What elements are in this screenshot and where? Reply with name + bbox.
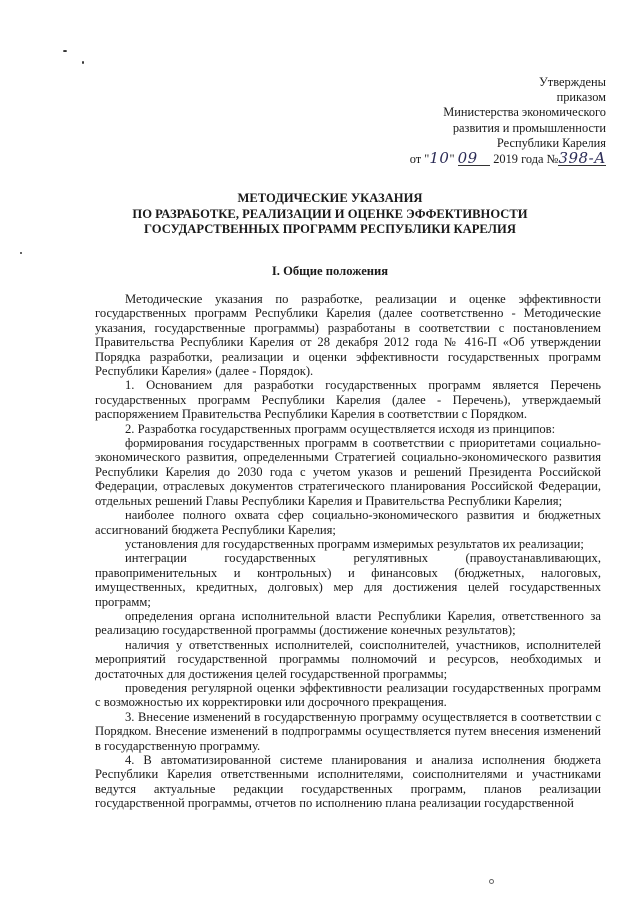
approval-block [356, 75, 606, 167]
body-paragraph: определения органа исполнительной власти Республики Карелия, ответственного за реализацию государственной программы (достижение конечных результатов); [95, 608, 601, 638]
approval-line: приказом [556, 90, 606, 105]
title-line: ПО РАЗРАБОТКЕ, РЕАЛИЗАЦИИ И ОЦЕНКЕ ЭФФЕКТИВНОСТИ [132, 206, 528, 221]
approval-line: Республики Карелия [496, 135, 606, 150]
body-paragraph: 2. Разработка государственных программ осуществляется исходя из принципов: [125, 421, 556, 436]
number-field [558, 149, 606, 168]
body-paragraph: интеграции государственных регулятивных (правоустанавливающих, правоприменительных и контрольных) и финансовых (бюджетных, налоговых, имущественных, кредитных, долговых) мер для достижения целей государственных программ; [95, 551, 601, 609]
approval-line: Министерства экономического [443, 105, 606, 120]
date-middle: 2019 года № [490, 152, 559, 167]
month-field [457, 149, 490, 168]
body-paragraph: Методические указания по разработке, реализации и оценке эффективности государственных программ Республики Карелия (далее соответственно - Методические указания, государственные программы) разработаны в соответствии с постановлением Правительства Республики Карелия от 28 декабря 2012 года № 416-П «Об утверждении Порядка разработки, реализации и оценки эффективности государственных программ Республики Карелия» (далее - Порядок). [95, 292, 601, 379]
scan-speck [20, 252, 22, 254]
title-line: ГОСУДАРСТВЕННЫХ ПРОГРАММ РЕСПУБЛИКИ КАРЕЛИЯ [144, 222, 516, 236]
body-paragraph: 3. Внесение изменений в государственную программу осуществляется в соответствии с Порядком. Внесение изменений в подпрограммы осуществляется путем внесения изменений в государственную программу. [95, 709, 601, 753]
scan-speck [82, 61, 84, 64]
date-prefix: от " [409, 152, 430, 167]
handwritten-number: 398-А [558, 149, 606, 168]
scan-speck [63, 50, 67, 52]
date-quote: " [449, 152, 455, 167]
body-paragraph: установления для государственных программ измеримых результатов их реализации; [125, 536, 584, 551]
body-paragraph: наличия у ответственных исполнителей, соисполнителей, участников, исполнителей мероприятий государственной программы полномочий и ресурсов, необходимых и достаточных для достижения целей государственной программы; [95, 637, 601, 681]
body-paragraph: 1. Основанием для разработки государственных программ является Перечень государственных программ Республики Карелия (далее - Перечень), утверждаемый распоряжением Правительства Республики Карелия в соответствии с Порядком. [95, 378, 601, 422]
body-paragraph: формирования государственных программ в соответствии с приоритетами социально-экономического развития, определенными Стратегией социально-экономического развития Республики Карелия до 2030 года с учетом указов и решений Президента Российской Федерации, отраслевых документов стратегического планирования Российской Федерации, отдельных решений Главы Республики Карелия и Правительства Республики Карелия; [95, 436, 601, 508]
body-paragraph: проведения регулярной оценки эффективности реализации государственных программ с возможностью их корректировки или досрочного прекращения. [95, 680, 601, 710]
body-paragraph: 4. В автоматизированной системе планирования и анализа исполнения бюджета Республики Карелия ответственными исполнителями, соисполнителями и участниками ведутся актуальные редакции государственных программ, планов реализации государственной программы, отчетов по исполнению плана реализации государственной [95, 753, 601, 811]
document-body [95, 292, 601, 811]
title-line: МЕТОДИЧЕСКИЕ УКАЗАНИЯ [237, 191, 423, 205]
scan-mark [489, 879, 494, 884]
handwritten-month: 09 [457, 149, 478, 168]
section-heading: I. Общие положения [271, 264, 389, 278]
approval-date-line [356, 151, 606, 167]
approval-line: Утверждены [539, 75, 606, 89]
body-paragraph: наиболее полного охвата сфер социально-экономического развития и бюджетных ассигнований бюджета Республики Карелия; [95, 508, 601, 537]
document-title [60, 191, 600, 238]
handwritten-day: 10 [429, 149, 450, 168]
approval-line: развития и промышленности [452, 120, 606, 135]
